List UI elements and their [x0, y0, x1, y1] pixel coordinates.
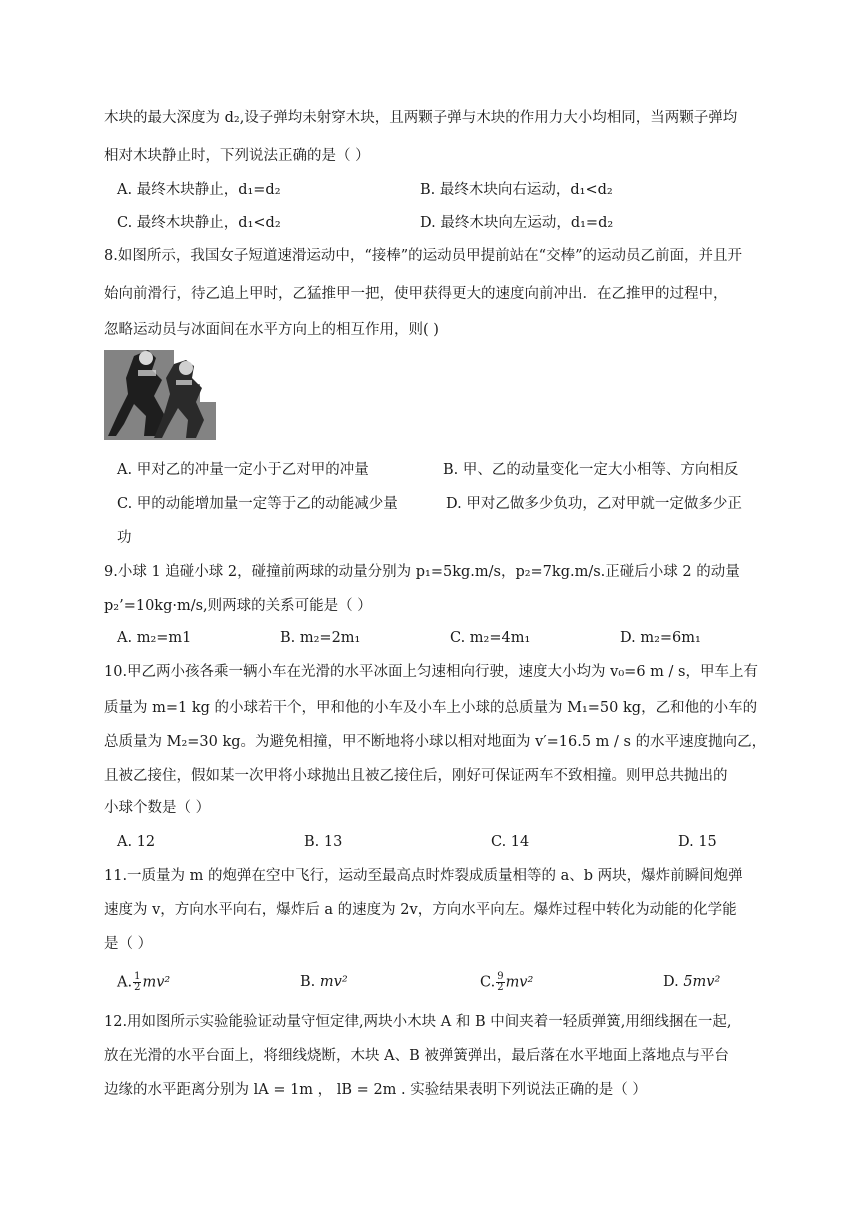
q9-option-d: D. m₂=6m₁: [620, 630, 701, 646]
q11-option-c-label: C.: [480, 974, 496, 991]
q11-option-d-expression: 5mv²: [683, 974, 721, 990]
q11-option-c-expression: mv²: [505, 974, 534, 991]
q10-line-2: 质量为 m=1 kg 的小球若干个，甲和他的小车及小车上小球的总质量为 M₁=50 kg，乙和他的小车的: [104, 700, 758, 716]
q11-line-3: 是（ ）: [104, 936, 153, 952]
q8-line-1: 8.如图所示，我国女子短道速滑运动中，“接棒”的运动员甲提前站在“交棒”的运动员乙前面，并且开: [104, 248, 742, 264]
q10-option-a: A. 12: [117, 834, 156, 850]
q10-line-1: 10.甲乙两小孩各乘一辆小车在光滑的水平冰面上匀速相向行驶，速度大小均为 v₀=6 m / s，甲车上有: [104, 664, 758, 680]
q9-option-b: B. m₂=2m₁: [280, 630, 361, 646]
q7-option-d: D. 最终木块向左运动，d₁=d₂: [420, 215, 614, 231]
q7-option-b: B. 最终木块向右运动，d₁<d₂: [420, 182, 613, 198]
q7-line-1: 木块的最大深度为 d₂,设子弹均未射穿木块，且两颗子弹与木块的作用力大小均相同，当两颗子弹均: [104, 110, 738, 126]
q8-line-3: 忽略运动员与冰面间在水平方向上的相互作用，则( ): [104, 322, 439, 338]
q11-option-c: [480, 972, 533, 993]
q8-option-d-continued: 功: [117, 530, 132, 546]
q7-option-a: A. 最终木块静止，d₁=d₂: [117, 182, 281, 198]
q12-line-1: 12.用如图所示实验能验证动量守恒定律,两块小木块 A 和 B 中间夹着一轻质弹簧,用细线捆在一起,: [104, 1014, 732, 1030]
q9-line-1: 9.小球 1 追碰小球 2，碰撞前两球的动量分别为 p₁=5kg.m/s，p₂=7kg.m/s.正碰后小球 2 的动量: [104, 564, 740, 580]
q11-option-b-expression: mv²: [319, 974, 348, 990]
speed-skaters-photo: [104, 344, 216, 440]
q7-line-2: 相对木块静止时，下列说法正确的是（ ）: [104, 148, 370, 164]
q11-option-a: [117, 972, 170, 993]
q8-option-d: D. 甲对乙做多少负功，乙对甲就一定做多少正: [446, 496, 742, 512]
q10-line-3: 总质量为 M₂=30 kg。为避免相撞，甲不断地将小球以相对地面为 v′=16.5 m / s 的水平速度抛向乙，: [104, 734, 767, 750]
q11-option-d: [663, 972, 720, 992]
q11-option-c-fraction: [496, 972, 504, 993]
q8-option-a: A. 甲对乙的冲量一定小于乙对甲的冲量: [117, 462, 369, 478]
q10-line-4: 且被乙接住，假如某一次甲将小球抛出且被乙接住后，刚好可保证两车不致相撞。则甲总共抛出的: [104, 768, 728, 784]
q10-option-d: D. 15: [678, 834, 717, 850]
q11-option-d-label: D.: [663, 974, 679, 990]
q10-option-c: C. 14: [491, 834, 530, 850]
q8-option-b: B. 甲、乙的动量变化一定大小相等、方向相反: [443, 462, 739, 478]
q11-line-2: 速度为 v，方向水平向右，爆炸后 a 的速度为 2v，方向水平向左。爆炸过程中转化为动能的化学能: [104, 902, 737, 918]
q7-option-c: C. 最终木块静止，d₁<d₂: [117, 215, 281, 231]
q11-line-1: 11.一质量为 m 的炮弹在空中飞行，运动至最高点时炸裂成质量相等的 a、b 两块，爆炸前瞬间炮弹: [104, 868, 743, 884]
q11-option-c-denominator: 2: [497, 982, 504, 993]
q12-line-3: 边缘的水平距离分别为 lA = 1m ， lB = 2m . 实验结果表明下列说法正确的是（ ）: [104, 1082, 647, 1098]
q11-option-b-label: B.: [300, 974, 316, 990]
q11-option-b: [300, 972, 348, 992]
q11-option-a-fraction: [133, 972, 141, 993]
q10-option-b: B. 13: [304, 834, 343, 850]
q11-option-c-numerator: 9: [497, 971, 504, 982]
q9-line-2: p₂’=10kg·m/s,则两球的关系可能是（ ）: [104, 598, 372, 614]
q9-option-a: A. m₂=m1: [117, 630, 192, 646]
q11-option-a-denominator: 2: [134, 982, 141, 993]
q11-option-a-label: A.: [117, 974, 133, 991]
q10-line-5: 小球个数是（ ）: [104, 800, 211, 816]
q11-option-a-expression: mv²: [142, 974, 171, 991]
q12-line-2: 放在光滑的水平台面上，将细线烧断，木块 A、B 被弹簧弹出，最后落在水平地面上落地点与平台: [104, 1048, 729, 1064]
q11-option-a-numerator: 1: [134, 971, 141, 982]
q8-line-2: 始向前滑行，待乙追上甲时，乙猛推甲一把，使甲获得更大的速度向前冲出．在乙推甲的过程中，: [104, 286, 728, 302]
q9-option-c: C. m₂=4m₁: [450, 630, 531, 646]
q8-option-c: C. 甲的动能增加量一定等于乙的动能减少量: [117, 496, 398, 512]
